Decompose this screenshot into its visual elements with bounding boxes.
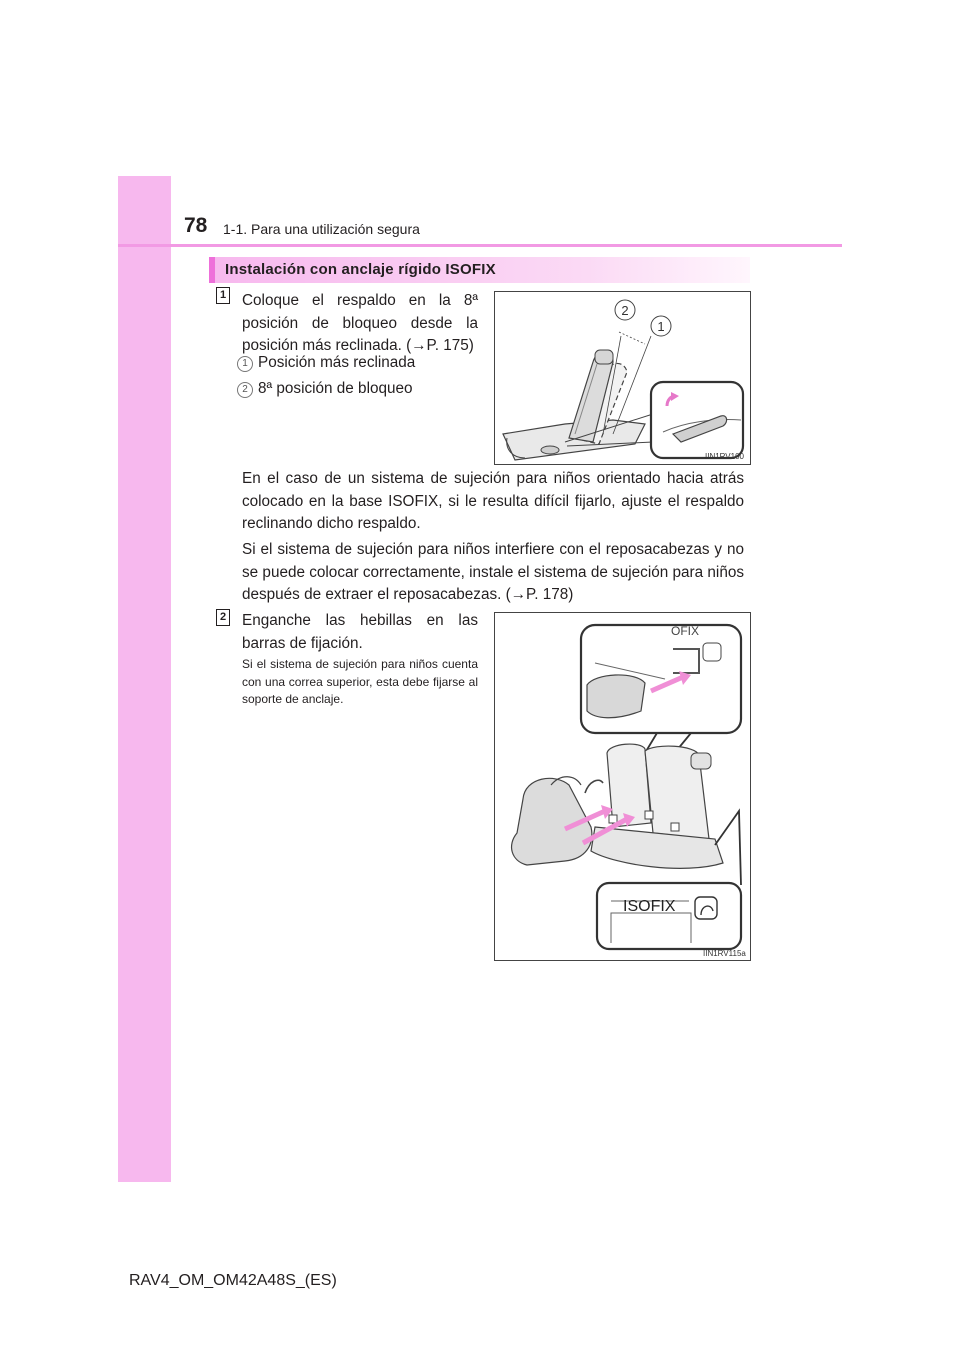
section-header [209,257,750,283]
section-title: Instalación con anclaje rígido ISOFIX [225,261,496,278]
side-tab [118,176,171,1182]
note-headrest: Si el sistema de sujeción para niños interfiere con el reposacabezas y no se puede colocar correctamente, instale el sistema de sujeción para niños después de extraer el reposacabezas. (→P. 178) [242,541,744,604]
header-rule [118,244,842,247]
step-number-2: 2 [216,609,230,626]
step-number-1: 1 [216,287,230,304]
figure-seat-recline [494,291,751,465]
item-label-1: Posición más reclinada [258,354,416,371]
step-1-text: Coloque el respaldo en la 8ª posición de bloqueo desde la posición más reclinada. (→P. 175) [242,292,478,355]
item-number-1: 1 [237,356,253,372]
page-number: 78 [184,214,208,237]
callout-2: 2 [621,303,629,318]
callout-1: 1 [657,319,665,334]
document-code: RAV4_OM_OM42A48S_(ES) [129,1272,337,1289]
step-2-note: Si el sistema de sujeción para niños cuenta con una correa superior, esta debe fijarse al soporte de anclaje. [242,657,478,707]
item-number-2: 2 [237,382,253,398]
figure-isofix-install [494,612,751,961]
note-rear-facing: En el caso de un sistema de sujeción para niños orientado hacia atrás colocado en la base ISOFIX, si le resulta difícil fijarlo, ajuste el respaldo reclinando dicho respaldo. [242,470,744,533]
seat-recline-illustration [495,292,750,464]
isofix-illustration [495,613,750,960]
isofix-label-main: ISOFIX [623,898,676,915]
isofix-label-top: OFIX [670,624,700,638]
item-label-2: 8ª posición de bloqueo [258,380,413,397]
step-2-text: Enganche las hebillas en las barras de fijación. [242,612,478,652]
chapter-title: 1-1. Para una utilización segura [223,221,420,237]
figure-code-1: IIN1RV100 [705,452,744,461]
figure-code-2: IIN1RV115a [703,949,746,958]
